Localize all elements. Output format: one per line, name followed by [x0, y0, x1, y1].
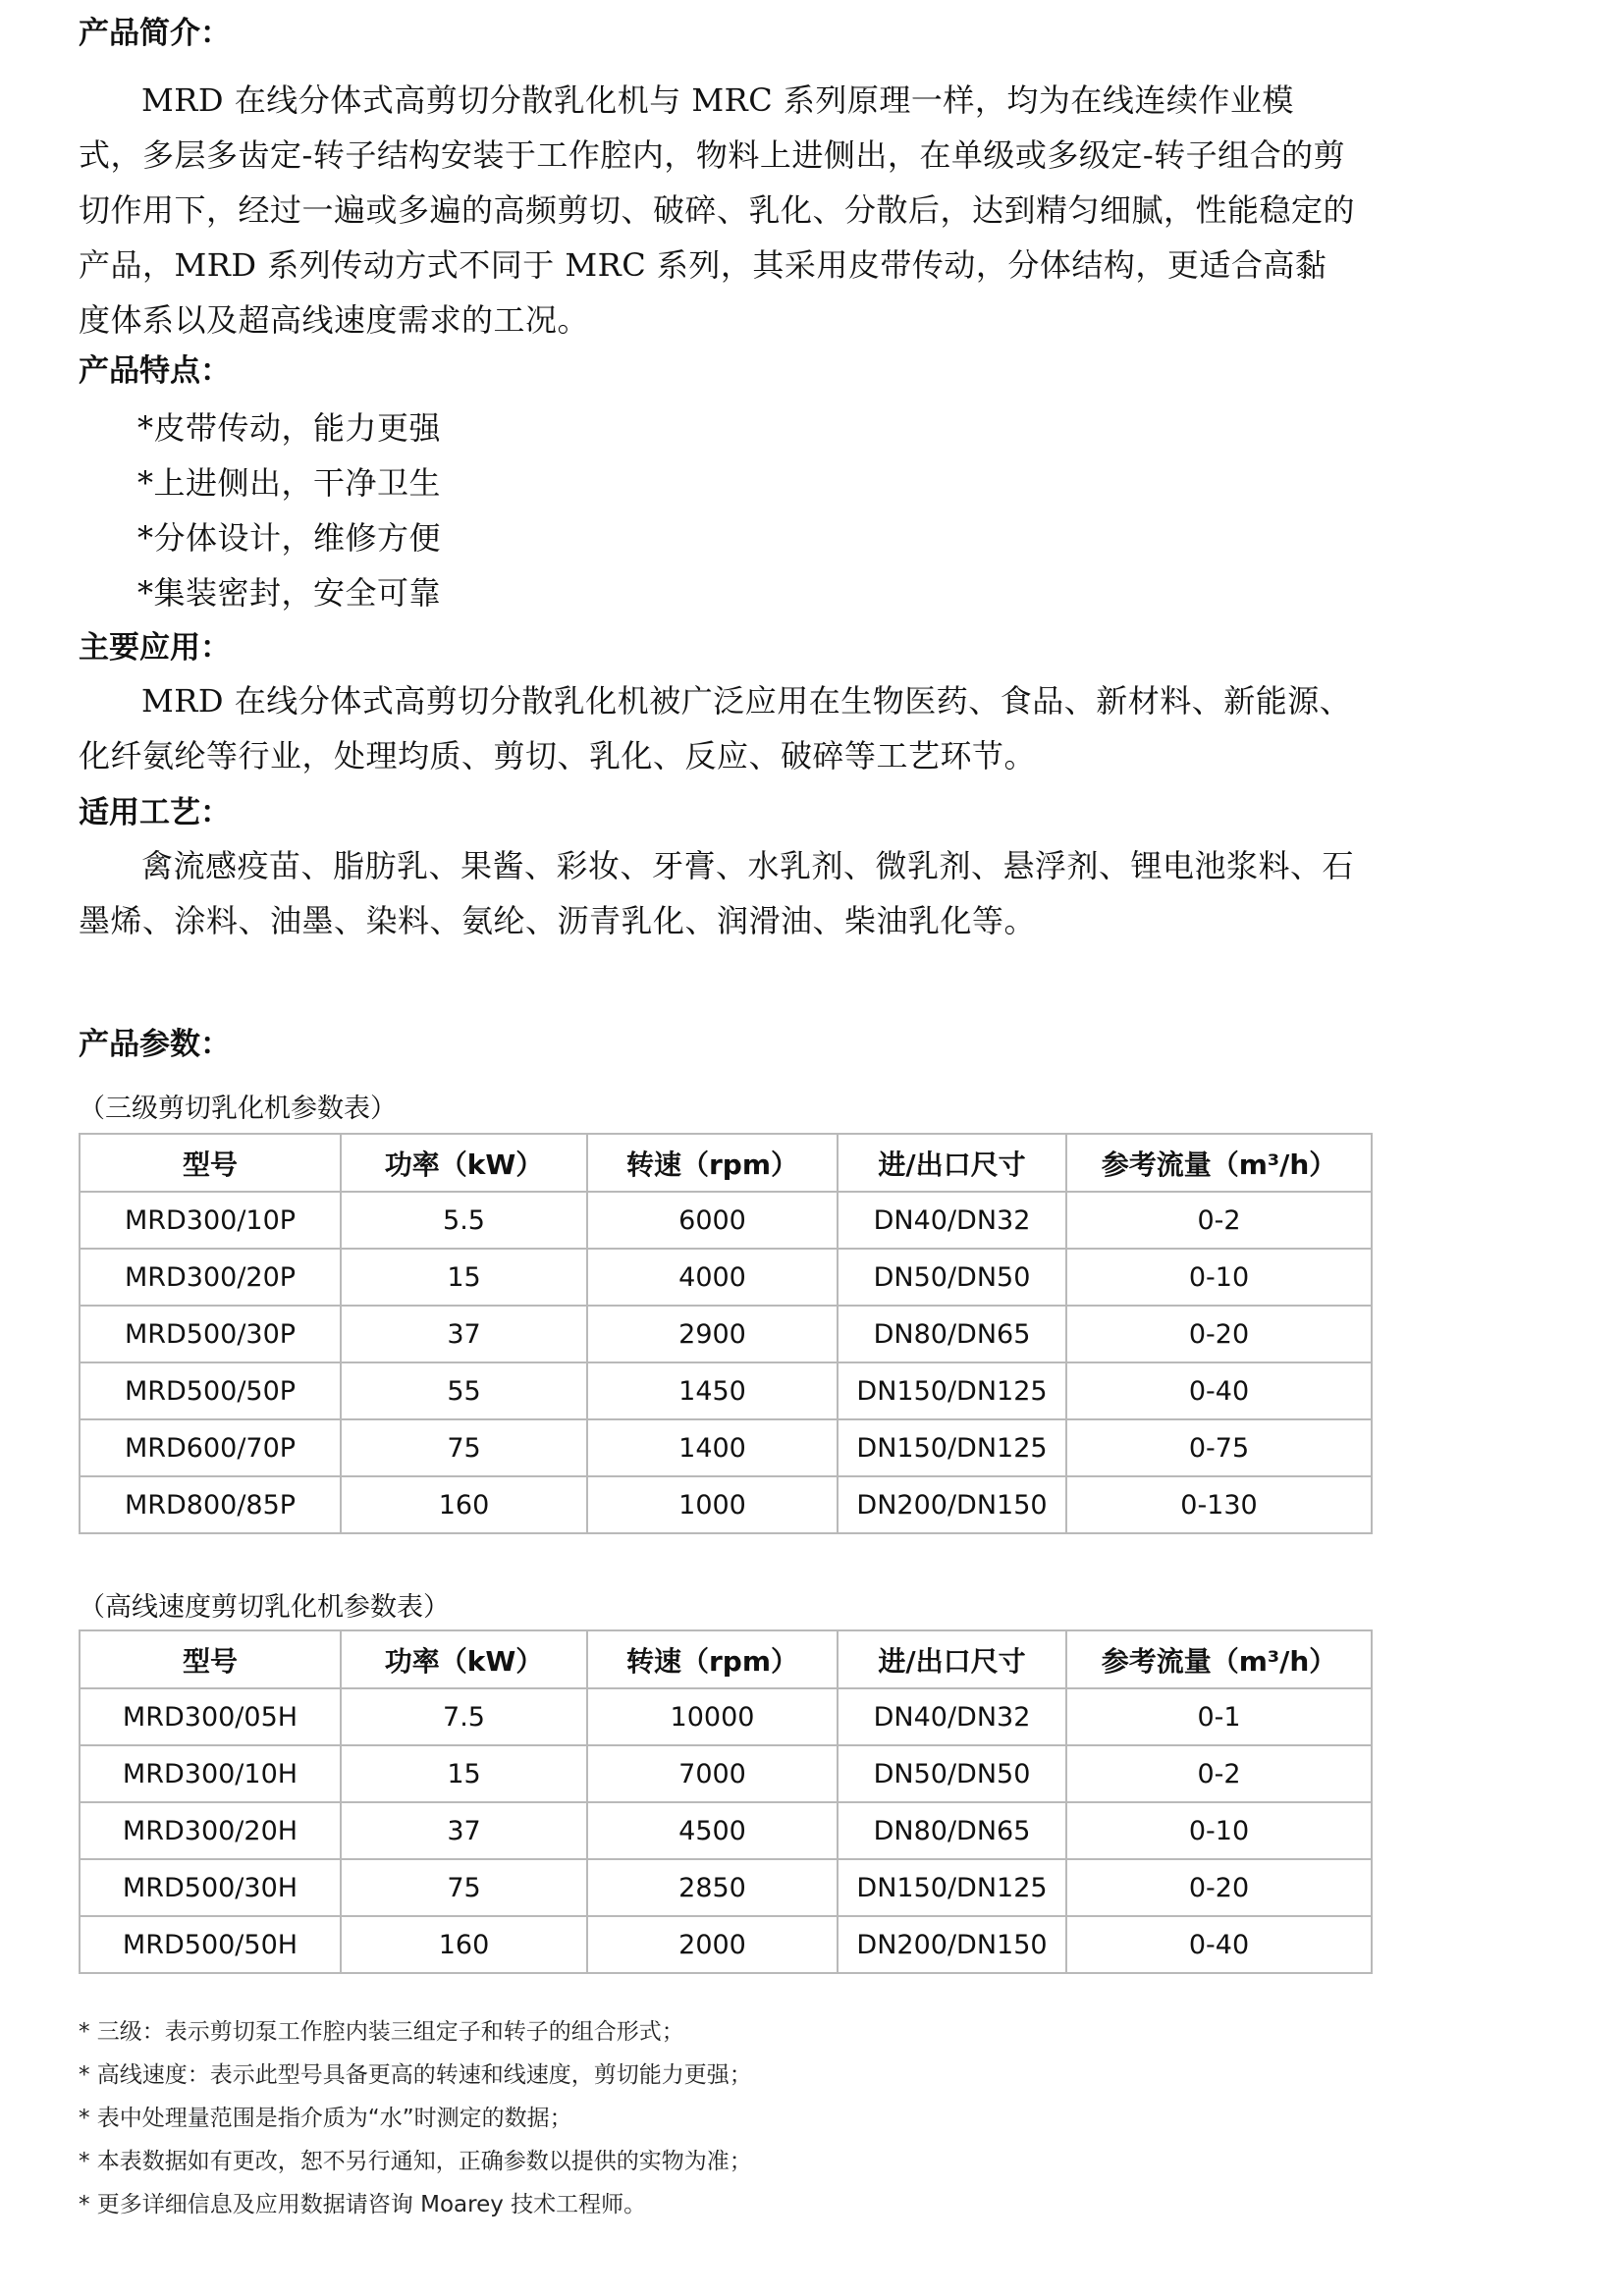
header-speed: 转速（rpm） [587, 1134, 838, 1192]
cell-port-size: DN50/DN50 [838, 1249, 1066, 1306]
footnote-item: * 更多详细信息及应用数据请咨询 Moarey 技术工程师。 [79, 2192, 647, 2217]
header-power: 功率（kW） [341, 1630, 587, 1688]
cell-model: MRD300/10H [80, 1745, 341, 1802]
header-port-size: 进/出口尺寸 [838, 1630, 1066, 1688]
cell-flow: 0-10 [1066, 1249, 1372, 1306]
header-flow: 参考流量（m³/h） [1066, 1134, 1372, 1192]
table-row [80, 1362, 1372, 1419]
cell-port-size: DN50/DN50 [838, 1745, 1066, 1802]
intro-text: MRD 在线分体式高剪切分散乳化机与 MRC 系列原理一样，均为在线连续作业模式，多层多齿定-转子结构安装于工作腔内，物料上进侧出，在单级或多级定-转子组合的剪切作用下，经过一遍或多遍的高频剪切、破碎、乳化、分散后，达到精匀细腻，性能稳定的产品，MRD 系列传动方式不同于 MRC 系列，其采用皮带传动，分体结构，更适合高黏度体系以及超高线速度需求的工况。 [79, 81, 1356, 339]
cell-model: MRD600/70P [80, 1419, 341, 1476]
cell-port-size: DN40/DN32 [838, 1688, 1066, 1745]
cell-model: MRD800/85P [80, 1476, 341, 1533]
cell-flow: 0-20 [1066, 1859, 1372, 1916]
header-flow: 参考流量（m³/h） [1066, 1630, 1372, 1688]
footnote-item: * 表中处理量范围是指介质为“水”时测定的数据； [79, 2106, 572, 2131]
table-row [80, 1192, 1372, 1249]
cell-power: 75 [341, 1859, 587, 1916]
table-row [80, 1745, 1372, 1802]
cell-speed: 2000 [587, 1916, 838, 1973]
cell-model: MRD500/30P [80, 1306, 341, 1362]
cell-power: 15 [341, 1249, 587, 1306]
features-list [137, 400, 441, 620]
cell-flow: 0-130 [1066, 1476, 1372, 1533]
cell-power: 75 [341, 1419, 587, 1476]
cell-flow: 0-1 [1066, 1688, 1372, 1745]
cell-speed: 1450 [587, 1362, 838, 1419]
cell-speed: 1400 [587, 1419, 838, 1476]
cell-power: 160 [341, 1476, 587, 1533]
cell-port-size: DN40/DN32 [838, 1192, 1066, 1249]
cell-port-size: DN200/DN150 [838, 1476, 1066, 1533]
processes-paragraph [79, 838, 1355, 948]
cell-port-size: DN150/DN125 [838, 1859, 1066, 1916]
applications-text: MRD 在线分体式高剪切分散乳化机被广泛应用在生物医药、食品、新材料、新能源、化纤氨纶等行业，处理均质、剪切、乳化、反应、破碎等工艺环节。 [79, 682, 1352, 774]
features-heading: 产品特点： [79, 353, 231, 389]
feature-item: *上进侧出，干净卫生 [137, 464, 442, 502]
cell-flow: 0-20 [1066, 1306, 1372, 1362]
applications-paragraph [79, 673, 1355, 783]
table-row [80, 1859, 1372, 1916]
cell-model: MRD300/05H [80, 1688, 341, 1745]
table1-caption: （三级剪切乳化机参数表） [79, 1094, 397, 1124]
spec-table-three-stage [79, 1133, 1373, 1534]
cell-flow: 0-2 [1066, 1745, 1372, 1802]
table-row [80, 1802, 1372, 1859]
table-header-row [80, 1630, 1372, 1688]
applications-heading: 主要应用： [79, 630, 231, 666]
cell-speed: 10000 [587, 1688, 838, 1745]
intro-heading: 产品简介： [79, 16, 231, 51]
cell-port-size: DN200/DN150 [838, 1916, 1066, 1973]
cell-power: 55 [341, 1362, 587, 1419]
header-port-size: 进/出口尺寸 [838, 1134, 1066, 1192]
cell-model: MRD300/10P [80, 1192, 341, 1249]
cell-model: MRD500/50P [80, 1362, 341, 1419]
cell-power: 160 [341, 1916, 587, 1973]
cell-power: 15 [341, 1745, 587, 1802]
cell-speed: 6000 [587, 1192, 838, 1249]
cell-speed: 7000 [587, 1745, 838, 1802]
header-speed: 转速（rpm） [587, 1630, 838, 1688]
cell-speed: 4500 [587, 1802, 838, 1859]
feature-item: *集装密封，安全可靠 [137, 574, 442, 612]
cell-speed: 1000 [587, 1476, 838, 1533]
footnote-item: * 三级：表示剪切泵工作腔内装三组定子和转子的组合形式； [79, 2019, 684, 2045]
cell-port-size: DN80/DN65 [838, 1802, 1066, 1859]
footnote-item: * 高线速度：表示此型号具备更高的转速和线速度，剪切能力更强； [79, 2062, 752, 2088]
cell-flow: 0-40 [1066, 1916, 1372, 1973]
table2-caption: （高线速度剪切乳化机参数表） [79, 1592, 450, 1623]
footnotes [79, 2010, 752, 2226]
cell-flow: 0-75 [1066, 1419, 1372, 1476]
footnote-item: * 本表数据如有更改，恕不另行通知，正确参数以提供的实物为准； [79, 2149, 752, 2174]
cell-model: MRD500/30H [80, 1859, 341, 1916]
table-row [80, 1419, 1372, 1476]
header-model: 型号 [80, 1630, 341, 1688]
cell-power: 37 [341, 1802, 587, 1859]
cell-flow: 0-10 [1066, 1802, 1372, 1859]
table-row [80, 1306, 1372, 1362]
feature-item: *分体设计，维修方便 [137, 519, 442, 557]
feature-item: *皮带传动，能力更强 [137, 409, 442, 447]
cell-power: 5.5 [341, 1192, 587, 1249]
cell-power: 7.5 [341, 1688, 587, 1745]
spec-table-high-speed [79, 1629, 1373, 1974]
processes-text: 禽流感疫苗、脂肪乳、果酱、彩妆、牙膏、水乳剂、微乳剂、悬浮剂、锂电池浆料、石墨烯、涂料、油墨、染料、氨纶、沥青乳化、润滑油、柴油乳化等。 [79, 847, 1355, 939]
cell-flow: 0-40 [1066, 1362, 1372, 1419]
cell-port-size: DN80/DN65 [838, 1306, 1066, 1362]
cell-model: MRD500/50H [80, 1916, 341, 1973]
cell-speed: 2900 [587, 1306, 838, 1362]
table-header-row [80, 1134, 1372, 1192]
header-power: 功率（kW） [341, 1134, 587, 1192]
cell-model: MRD300/20P [80, 1249, 341, 1306]
intro-paragraph [79, 73, 1355, 347]
processes-heading: 适用工艺： [79, 795, 231, 830]
cell-flow: 0-2 [1066, 1192, 1372, 1249]
cell-speed: 4000 [587, 1249, 838, 1306]
header-model: 型号 [80, 1134, 341, 1192]
cell-model: MRD300/20H [80, 1802, 341, 1859]
cell-port-size: DN150/DN125 [838, 1362, 1066, 1419]
table-row [80, 1688, 1372, 1745]
cell-port-size: DN150/DN125 [838, 1419, 1066, 1476]
table-row [80, 1476, 1372, 1533]
parameters-heading: 产品参数： [79, 1027, 231, 1062]
table-row [80, 1916, 1372, 1973]
cell-speed: 2850 [587, 1859, 838, 1916]
cell-power: 37 [341, 1306, 587, 1362]
table-row [80, 1249, 1372, 1306]
